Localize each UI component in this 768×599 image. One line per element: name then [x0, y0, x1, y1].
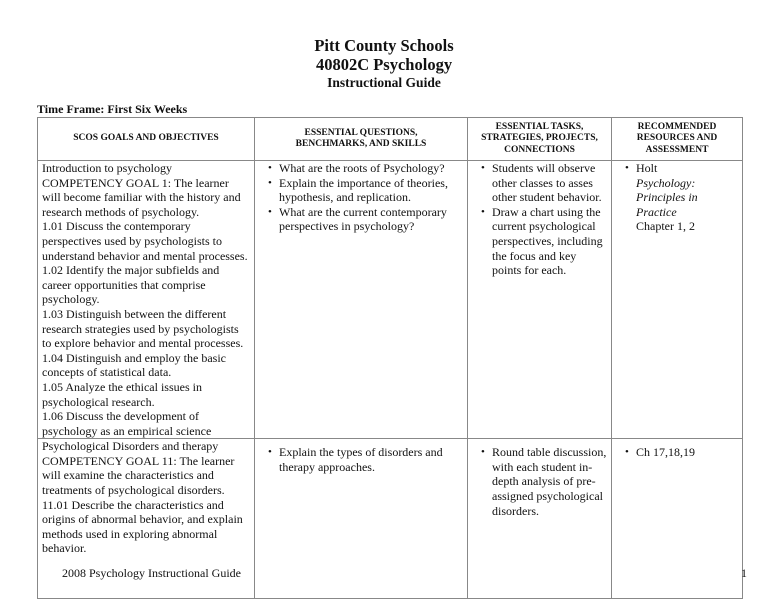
column-header-goals: SCOS GOALS AND OBJECTIVES	[38, 118, 255, 161]
questions-cell	[255, 161, 468, 439]
unit-title: Psychological Disorders and therapy	[42, 439, 219, 454]
list-item: • Explain the types of disorders and therapy approaches.	[279, 445, 463, 474]
objective: 1.01 Discuss the contemporary perspectives used by psychologists to understand behavior and mental processes.	[42, 219, 248, 263]
tasks-list	[478, 161, 607, 278]
resources-cell	[612, 439, 743, 599]
list-item: • Students will observe other classes to asses other student behavior.	[492, 161, 607, 205]
objective: 1.05 Analyze the ethical issues in psychological research.	[42, 379, 202, 409]
list-item	[636, 161, 738, 234]
tasks-cell	[468, 161, 612, 439]
list-item: • Explain the importance of theories, hypothesis, and replication.	[279, 176, 463, 205]
course-title: 40802C Psychology	[315, 55, 453, 74]
objective: 11.01 Describe the characteristics and origins of abnormal behavior, and explain methods used in exploring abnormal behavior.	[42, 497, 243, 556]
list-item: • What are the roots of Psychology?	[279, 161, 463, 176]
resource-chapters: Chapter 1, 2	[636, 219, 695, 234]
column-header-questions: ESSENTIAL QUESTIONS, BENCHMARKS, AND SKILLS	[255, 118, 468, 161]
list-item: • What are the current contemporary perspectives in psychology?	[279, 205, 463, 234]
table-header-row	[38, 118, 743, 161]
objective: 1.06 Discuss the development of psychology as an empirical science	[42, 409, 212, 438]
competency-goal: COMPETENCY GOAL 11: The learner will examine the characteristics and treatments of psychological disorders.	[42, 453, 235, 498]
tasks-list	[478, 445, 607, 518]
tasks-cell	[468, 439, 612, 599]
unit-title: Introduction to psychology	[42, 161, 172, 175]
questions-cell	[255, 439, 468, 599]
resources-cell	[612, 161, 743, 439]
objective: 1.02 Identify the major subfields and career opportunities that comprise psychology.	[42, 263, 220, 307]
goals-cell	[38, 161, 255, 439]
time-frame-heading: Time Frame: First Six Weeks	[37, 102, 188, 116]
resources-list	[622, 161, 738, 234]
questions-list	[265, 445, 463, 474]
resources-list	[622, 445, 738, 460]
questions-list	[265, 161, 463, 234]
list-item: • Draw a chart using the current psychological perspectives, including the focus and key points for each.	[492, 205, 607, 278]
footer-text: 2008 Psychology Instructional Guide	[62, 566, 241, 580]
objective: 1.04 Distinguish and employ the basic concepts of statistical data.	[42, 350, 226, 380]
objective: 1.03 Distinguish between the different research strategies used by psychologists to explore behavior and mental processes.	[42, 306, 244, 351]
table-row	[38, 161, 743, 439]
page-number: 1	[741, 566, 747, 580]
instructional-guide-table	[37, 117, 743, 599]
list-item: • Ch 17,18,19	[636, 445, 738, 460]
guide-subtitle: Instructional Guide	[327, 75, 441, 90]
document-title-block	[0, 36, 768, 92]
column-header-tasks: ESSENTIAL TASKS, STRATEGIES, PROJECTS, CONNECTIONS	[468, 118, 612, 161]
list-item: • Round table discussion, with each student in-depth analysis of pre-assigned psychological disorders.	[492, 445, 607, 518]
school-name: Pitt County Schools	[314, 36, 454, 55]
resource-book-title: Psychology: Principles in Practice	[636, 175, 698, 219]
resource-publisher: Holt	[636, 161, 658, 175]
competency-goal: COMPETENCY GOAL 1: The learner will become familiar with the history and research methods of psychology.	[42, 175, 241, 219]
column-header-resources: RECOMMENDED RESOURCES AND ASSESSMENT	[612, 118, 743, 161]
